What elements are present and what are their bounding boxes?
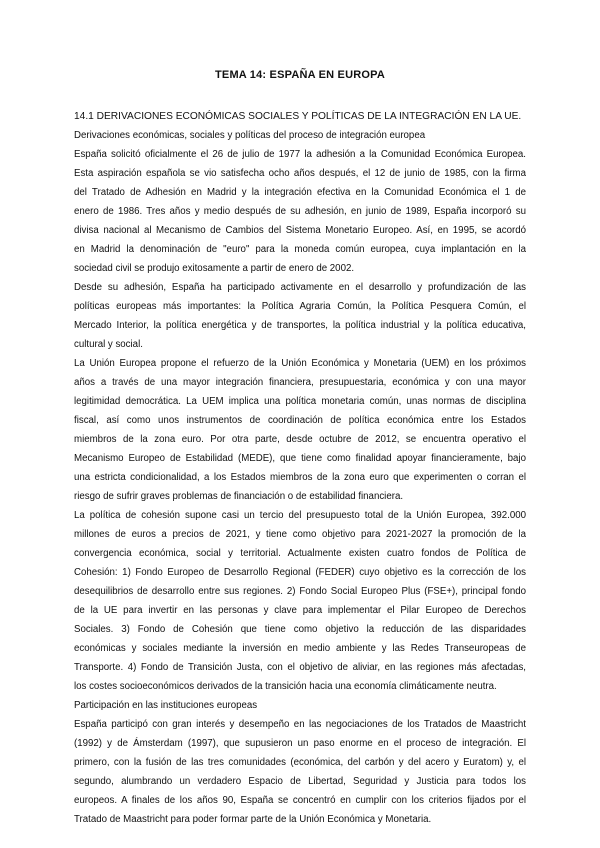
text-line: del Tratado de Adhesión en Madrid y la integración efectiva en la Comunidad Económica el 1 de <box>74 187 526 198</box>
subsection-heading: Derivaciones económicas, sociales y políticas del proceso de integración europea <box>74 130 426 141</box>
text-line: miembros de la zona euro. Por otra parte, desde octubre de 2012, se encuentra operativo el <box>74 434 526 445</box>
text-line: Sociales. 3) Fondo de Cohesión que tiene como objetivo la reducción de las disparidades <box>74 624 526 635</box>
text-line: La Unión Europea propone el refuerzo de la Unión Económica y Monetaria (UEM) en los próximos <box>74 358 526 369</box>
subsection-heading: Participación en las instituciones europeas <box>74 700 258 711</box>
document-body <box>74 107 526 829</box>
text-line: de la UE para invertir en las personas y clave para implementar el Pilar Europeo de Derechos <box>74 605 526 616</box>
text-line: millones de euros a precios de 2021, y tiene como objetivo para 2021-2027 la promoción de la <box>74 529 526 540</box>
text-line: legitimidad democrática. La UEM implica una política monetaria común, unas normas de disciplina <box>74 396 526 407</box>
text-line: los costes socioeconómicos derivados de la transición hacia una economía climáticamente neutra. <box>74 681 497 692</box>
text-line: primero, con la fusión de las tres comunidades (económica, del carbón y del acero y Euratom) y, el <box>74 757 526 768</box>
text-line: convergencia económica, social y territorial. Actualmente existen cuatro fondos de Política de <box>74 548 526 559</box>
text-line: económicas y sociales mediante la inversión en medio ambiente y las Redes Transeuropeas de <box>74 643 526 654</box>
text-line: Cohesión: 1) Fondo Europeo de Desarrollo Regional (FEDER) cuyo objetivo es la corrección de los <box>74 567 526 578</box>
text-line: desequilibrios de desarrollo entre sus regiones. 2) Fondo Social Europeo Plus (FSE+), principal fondo <box>74 586 526 597</box>
text-line: La política de cohesión supone casi un tercio del presupuesto total de la Unión Europea, 392.000 <box>74 510 526 521</box>
text-line: Mecanismo Europeo de Estabilidad (MEDE), que tiene como finalidad apoyar financieramente, bajo <box>74 453 526 464</box>
text-line: enero de 1986. Tres años y medio después de su adhesión, en junio de 1989, España incorporó su <box>74 206 526 217</box>
document-title: TEMA 14: ESPAÑA EN EUROPA <box>214 69 386 81</box>
text-line: políticas europeas más importantes: la Política Agraria Común, la Política Pesquera Común, el <box>74 301 526 312</box>
text-line: Esta aspiración española se vio satisfecha ocho años después, el 12 de junio de 1985, con la firma <box>74 168 526 179</box>
text-line: riesgo de sufrir graves problemas de financiación o de estabilidad financiera. <box>74 491 404 502</box>
text-line: fiscal, así como unos instrumentos de coordinación de política económica entre los Estados <box>74 415 526 426</box>
text-line: una estricta condicionalidad, a los Estados miembros de la zona euro que experimenten o corran el <box>74 472 526 483</box>
section-heading: 14.1 DERIVACIONES ECONÓMICAS SOCIALES Y POLÍTICAS DE LA INTEGRACIÓN EN LA UE. <box>74 111 522 122</box>
text-line: Tratado de Maastricht para poder formar parte de la Unión Económica y Monetaria. <box>74 814 432 825</box>
text-line: Mercado Interior, la política energética y de transportes, la política industrial y la política educativa, <box>74 320 526 331</box>
text-line: (1992) y de Ámsterdam (1997), que supusieron un paso enorme en el proceso de integración. El <box>74 738 526 749</box>
text-line: Desde su adhesión, España ha participado activamente en el desarrollo y profundización de las <box>74 282 526 293</box>
text-line: sociedad civil se produjo exitosamente a partir de enero de 2002. <box>74 263 355 274</box>
text-line: cultural y social. <box>74 339 143 350</box>
text-line: europeos. A finales de los años 90, España se concentró en cumplir con los criterios fijados por el <box>74 795 526 806</box>
text-line: Transporte. 4) Fondo de Transición Justa, con el objetivo de aliviar, en las regiones más afectadas, <box>74 662 526 673</box>
text-line: España participó con gran interés y desempeño en las negociaciones de los Tratados de Maastricht <box>74 719 526 730</box>
text-line: España solicitó oficialmente el 26 de julio de 1977 la adhesión a la Comunidad Económica Europea. <box>74 149 526 160</box>
text-line: en Madrid la denominación de "euro" para la moneda común europea, cuya implantación en la <box>74 244 526 255</box>
text-line: divisa nacional al Mecanismo de Cambios del Sistema Monetario Europeo. Así, en 1995, se acordó <box>74 225 526 236</box>
text-line: años a través de una mayor integración financiera, presupuestaria, económica y con una mayor <box>74 377 526 388</box>
text-line: segundo, alumbrando un verdadero Espacio de Libertad, Seguridad y Justicia para todos los <box>74 776 526 787</box>
